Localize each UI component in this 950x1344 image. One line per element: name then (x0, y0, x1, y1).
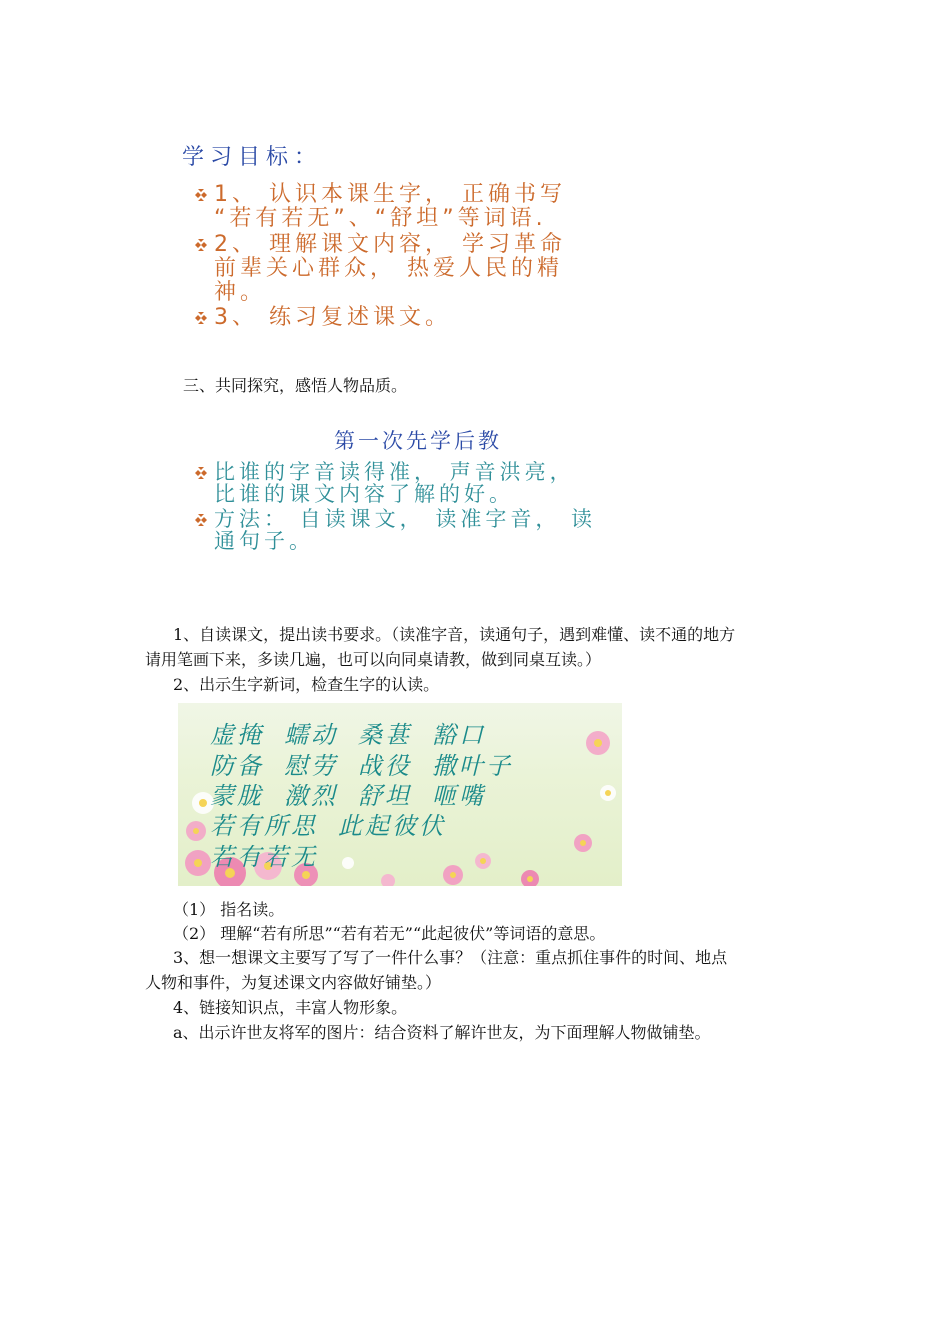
step-3-line2: 人物和事件，为复述课文内容做好铺垫。） (145, 973, 442, 992)
goal-item-2-line3: 神。 (214, 280, 267, 305)
step-2: 2、出示生字新词，检查生字的认读。 (173, 675, 440, 694)
step-4a: a、出示许世友将军的图片：结合资料了解许世友，为下面理解人物做铺垫。 (173, 1023, 711, 1042)
word-card-row-1: 虚掩 蠕动 桑葚 豁口 (210, 721, 486, 749)
step-4: 4、链接知识点，丰富人物形象。 (173, 998, 408, 1017)
diamond-bullet-icon (192, 461, 214, 483)
diamond-bullet-icon (192, 508, 214, 530)
diamond-bullet-icon (192, 233, 214, 257)
step-2-sub-1: （1） 指名读。 (173, 900, 285, 919)
goal-item-2-line1: 2、 理解课文内容， 学习革命 (214, 232, 566, 257)
step-1-line1: 1、自读课文，提出读书要求。（读准字音，读通句子，遇到难懂、读不通的地方 (173, 625, 736, 644)
section-three-heading: 三、共同探究，感悟人物品质。 (183, 376, 408, 395)
slide2-item-2-line1: 方法： 自读课文， 读准字音， 读 (214, 507, 597, 531)
slide2-item-1-line2: 比谁的课文内容了解的好。 (214, 482, 514, 506)
goal-item-2-line2: 前辈关心群众， 热爱人民的精 (214, 256, 563, 281)
goal-item-3 (192, 306, 451, 330)
goal-item-1-line2: “若有若无”、“舒坦”等词语. (214, 206, 547, 231)
goal-item-1 (192, 183, 566, 207)
goal-item-2 (192, 233, 566, 257)
word-card-row-5: 若有若无 (210, 843, 318, 871)
diamond-bullet-icon (192, 306, 214, 330)
slide2-item-1-line1: 比谁的字音读得准， 声音洪亮， (214, 460, 575, 484)
goals-title: 学习目标： (182, 145, 323, 170)
slide2-item-2-line2: 通句子。 (214, 529, 314, 553)
slide2-item-1 (192, 461, 575, 483)
word-card-row-4: 若有所思 此起彼伏 (210, 812, 446, 840)
word-card-row-2: 防备 慰劳 战役 撒叶子 (210, 752, 513, 780)
slide2-item-2 (192, 508, 596, 530)
diamond-bullet-icon (192, 183, 214, 207)
goal-item-1-line1: 1、 认识本课生字， 正确书写 (214, 182, 566, 207)
word-card-image (178, 703, 622, 886)
word-card-row-3: 蒙胧 激烈 舒坦 咂嘴 (210, 782, 486, 810)
goal-item-3-line1: 3、 练习复述课文。 (214, 305, 451, 330)
step-3-line1: 3、想一想课文主要写了写了一件什么事？（注意：重点抓住事件的时间、地点 (173, 948, 728, 967)
step-1-line2: 请用笔画下来，多读几遍，也可以向同桌请教，做到同桌互读。） (145, 650, 602, 669)
slide2-title: 第一次先学后教 (334, 429, 502, 453)
step-2-sub-2: （2） 理解“若有所思”“若有若无”“此起彼伏”等词语的意思。 (173, 924, 606, 943)
